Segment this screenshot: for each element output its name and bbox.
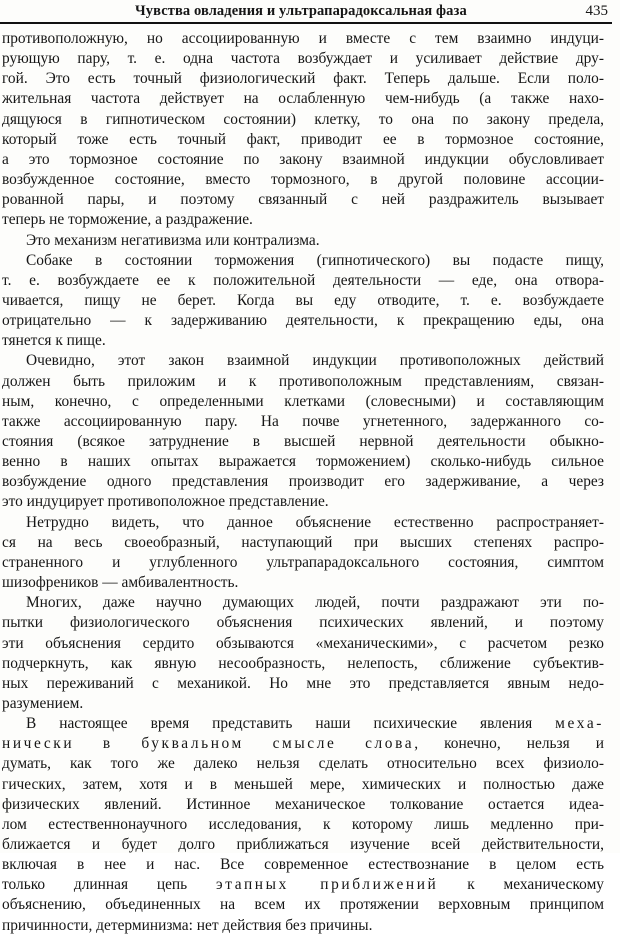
text-line: гических, затем, хотя и в меньшей мере, химических и полностью даже — [2, 775, 604, 793]
text-line: рованной пары, и поэтому связанный с ней раздражитель вызывает — [2, 191, 604, 209]
text-line: жительная частота действует на ослабленную чем-нибудь (а также нахо- — [2, 90, 604, 108]
text-line: отрицательно — к задерживанию деятельности, к прекращению еды, она — [2, 312, 604, 330]
text-line: тянется к пище. — [2, 332, 106, 350]
text-line: ных переживаний с механикой. Но мне это представляется явным недо- — [2, 674, 604, 692]
text-line: подчеркнуть, как явную несообразность, нелепость, сближение субъектив- — [2, 654, 604, 672]
letterspaced-emphasis: нически в буквальном смысле слова — [2, 735, 415, 753]
letterspaced-emphasis: меха- — [555, 715, 604, 733]
text-line: Нетрудно видеть, что данное объяснение естественно распространяет- — [26, 513, 604, 531]
text-line: объяснению, объединенных на всем их протяжении верховным принципом — [2, 896, 604, 914]
text-line: это индуцирует противоположное представление. — [2, 493, 329, 511]
text-line: ближается и будет долго приближаться изучение всей действительности, — [2, 836, 604, 853]
text-line: шизофреников — амбивалентность. — [2, 574, 239, 592]
text-line: а это тормозное состояние по закону взаимной индукции обусловливает — [2, 150, 604, 168]
text-line — [2, 714, 604, 734]
text-line: разумением. — [2, 694, 84, 712]
text-line: возбужденное состояние, вместо тормозного, в другой половине ассоции- — [2, 171, 604, 189]
text-line: также ассоциированную пару. На почве угнетенного, задержанного со- — [2, 412, 604, 430]
text-fragment: , конечно, нельзя и — [414, 735, 604, 753]
text-line: венно в наших опытах выражается торможением) сколько-нибудь сильное — [2, 453, 604, 471]
text-fragment: к механическому — [438, 876, 604, 894]
text-line — [2, 734, 604, 754]
text-line: причинности, детерминизма: нет действия без причины. — [2, 916, 373, 934]
text-line: включая в нее и нас. Все современное естествознание в целом есть — [2, 856, 604, 874]
header-rule — [0, 22, 612, 24]
text-fragment: В настоящее время представить наши психические явления — [26, 715, 556, 733]
letterspaced-emphasis: этапных приближений — [216, 876, 439, 894]
text-line: теперь не торможение, а раздражение. — [2, 211, 253, 229]
text-line: Собаке в состоянии торможения (гипнотического) вы подасте пищу, — [26, 251, 604, 269]
text-line: физических явлений. Истинное механическое толкование остается идеа- — [2, 795, 604, 813]
page-number: 435 — [585, 3, 608, 19]
text-line: чивается, пищу не берет. Когда вы еду отводите, т. е. возбуждаете — [2, 291, 604, 309]
text-line: эти объяснения сердито обзываются «механическими», с расчетом резко — [2, 634, 604, 652]
text-line: Многих, даже научно думающих людей, почти раздражают эти по- — [26, 594, 604, 612]
text-line: Очевидно, этот закон взаимной индукции противоположных действий — [26, 352, 604, 370]
text-line — [2, 875, 604, 895]
running-title: Чувства овладения и ультрапарадоксальная фаза — [135, 3, 467, 19]
text-line: лом естественнонаучного исследования, к которому лишь медленно при- — [2, 815, 604, 833]
text-line: стояния (всякое затруднение в высшей нервной деятельности обыкно- — [2, 433, 604, 450]
text-line: ся на весь своеобразный, наступающий при высших степенях распро- — [2, 533, 604, 551]
text-fragment: только длинная цепь — [2, 876, 217, 894]
text-line: ным, конечно, с определенными клетками (словесными) и составляющим — [2, 392, 604, 410]
text-line: думать, как того же далеко нельзя сделать относительно всех физиоло- — [2, 755, 604, 773]
text-line: возбуждение одного представления производит его задерживание, а через — [2, 473, 604, 491]
text-line: дящуюся в гипнотическом состоянии) клетку, то она по закону предела, — [2, 110, 604, 128]
text-line: гой. Это есть точный физиологический факт. Теперь дальше. Если поло- — [2, 70, 604, 88]
text-line: который тоже есть точный факт, приводит ее в тормозное состояние, — [2, 130, 604, 148]
text-line: Это механизм негативизма или контрализма. — [26, 231, 320, 249]
text-line: рующую пару, т. е. одна частота возбуждает и усиливает действие дру- — [2, 50, 604, 68]
running-head — [0, 0, 620, 24]
text-line: должен быть приложим и к противоположным представлениям, связан- — [2, 372, 604, 390]
text-line: противоположную, но ассоциированную и вместе с тем взаимно индуци- — [2, 30, 604, 47]
text-line: т. е. возбуждаете ее к положительной деятельности — еде, она отвора- — [2, 271, 604, 289]
text-line: пытки физиологического объяснения психических явлений, и поэтому — [2, 614, 604, 632]
text-line: страненного и углубленного ультрапарадоксального состояния, симптом — [2, 553, 604, 571]
